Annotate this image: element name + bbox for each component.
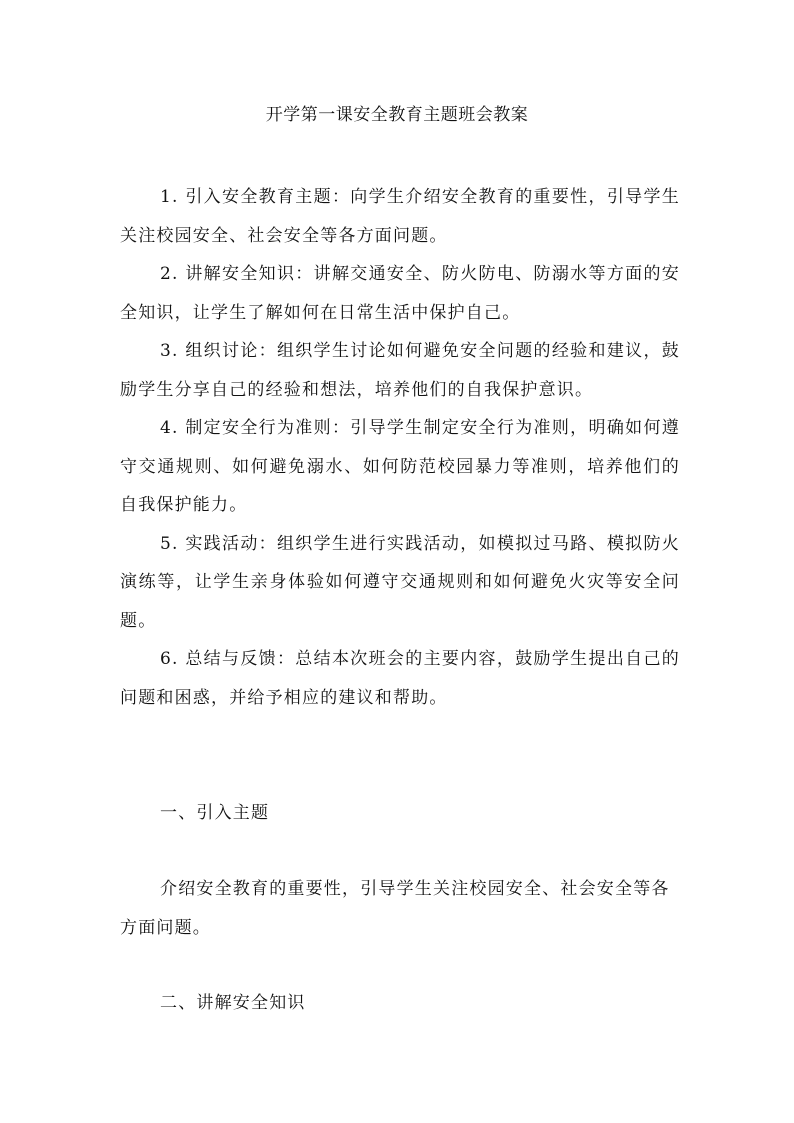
document-title: 开学第一课安全教育主题班会教案 [265, 105, 529, 125]
list-item: 2. 讲解安全知识：讲解交通安全、防火防电、防溺水等方面的安全知识，让学生了解如何在日常生活中保护自己。 [120, 264, 680, 323]
section-heading-introduction: 一、引入主题 [160, 803, 270, 823]
section-paragraph-introduction [120, 870, 680, 947]
list-item: 3. 组织讨论：组织学生讨论如何避免安全问题的经验和建议，鼓励学生分享自己的经验和想法，培养他们的自我保护意识。 [120, 341, 680, 400]
list-item: 4. 制定安全行为准则：引导学生制定安全行为准则，明确如何遵守交通规则、如何避免溺水、如何防范校园暴力等准则，培养他们的自我保护能力。 [120, 418, 680, 515]
paragraph-text: 介绍安全教育的重要性，引导学生关注校园安全、社会安全等各方面问题。 [120, 879, 670, 938]
lesson-steps-list [120, 178, 680, 717]
section-heading-safety-knowledge: 二、讲解安全知识 [160, 993, 306, 1013]
list-item: 6. 总结与反馈：总结本次班会的主要内容，鼓励学生提出自己的问题和困惑，并给予相应的建议和帮助。 [120, 649, 680, 708]
list-item: 1. 引入安全教育主题：向学生介绍安全教育的重要性，引导学生关注校园安全、社会安全等各方面问题。 [120, 187, 680, 246]
list-item: 5. 实践活动：组织学生进行实践活动，如模拟过马路、模拟防火演练等，让学生亲身体验如何遵守交通规则和如何避免火灾等安全问题。 [120, 533, 680, 631]
